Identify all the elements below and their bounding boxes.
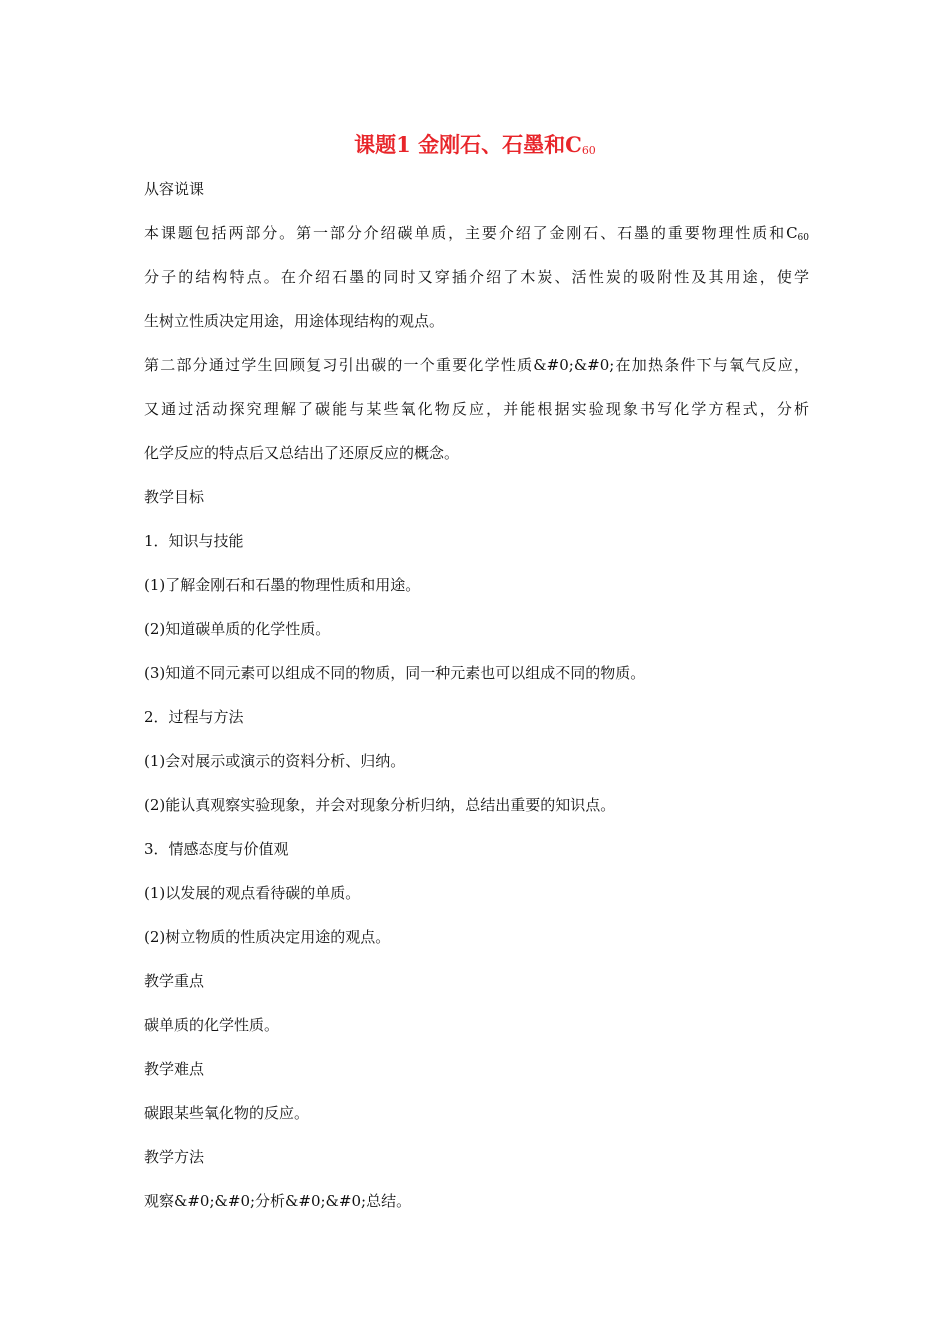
paragraph-line: [144, 219, 809, 263]
paragraph-text: 第二部分通过学生回顾复习引出碳的一个重要化学性质&#0;&#0;在加热条件下与氧气反应，: [144, 356, 809, 374]
paragraph-line: 化学反应的特点后又总结出了还原反应的概念。: [144, 444, 460, 462]
paragraph-line: 观察&#0;&#0;分析&#0;&#0;总结。: [144, 1192, 412, 1210]
page-title: [0, 131, 950, 163]
list-item: (1)以发展的观点看待碳的单质。: [144, 884, 361, 902]
section-heading-method: 教学方法: [144, 1148, 205, 1166]
document-body: [144, 175, 809, 1231]
paragraph-line: 生树立性质决定用途，用途体现结构的观点。: [144, 312, 445, 330]
section-heading-key-point: 教学重点: [144, 972, 205, 990]
section-heading-difficulty: 教学难点: [144, 1060, 205, 1078]
section-heading-intro: 从容说课: [144, 180, 205, 198]
subheading-process: 2．过程与方法: [144, 708, 244, 726]
paragraph-line: 碳跟某些氧化物的反应。: [144, 1104, 310, 1122]
paragraph-line: [144, 263, 809, 307]
list-item: (1)会对展示或演示的资料分析、归纳。: [144, 752, 406, 770]
subheading-attitude: 3．情感态度与价值观: [144, 840, 289, 858]
c60-subscript: 60: [797, 233, 809, 243]
page-title-text: 课题1 金刚石、石墨和C: [354, 132, 582, 157]
list-item: (3)知道不同元素可以组成不同的物质，同一种元素也可以组成不同的物质。: [144, 664, 646, 682]
list-item: (2)树立物质的性质决定用途的观点。: [144, 928, 391, 946]
page-title-subscript: 60: [581, 144, 596, 157]
list-item: (2)知道碳单质的化学性质。: [144, 620, 331, 638]
paragraph-text: 又通过活动探究理解了碳能与某些氧化物反应，并能根据实验现象书写化学方程式，分析: [144, 400, 809, 418]
subheading-knowledge: 1．知识与技能: [144, 532, 244, 550]
paragraph-line: 碳单质的化学性质。: [144, 1016, 280, 1034]
paragraph-line: [144, 351, 809, 395]
paragraph-text: 分子的结构特点。在介绍石墨的同时又穿插介绍了木炭、活性炭的吸附性及其用途，使学: [144, 268, 809, 286]
section-heading-objectives: 教学目标: [144, 488, 205, 506]
list-item: (2)能认真观察实验现象，并会对现象分析归纳，总结出重要的知识点。: [144, 796, 616, 814]
list-item: (1)了解金刚石和石墨的物理性质和用途。: [144, 576, 421, 594]
paragraph-text: 本课题包括两部分。第一部分介绍碳单质，主要介绍了金刚石、石墨的重要物理性质和C: [144, 224, 798, 242]
paragraph-line: [144, 395, 809, 439]
